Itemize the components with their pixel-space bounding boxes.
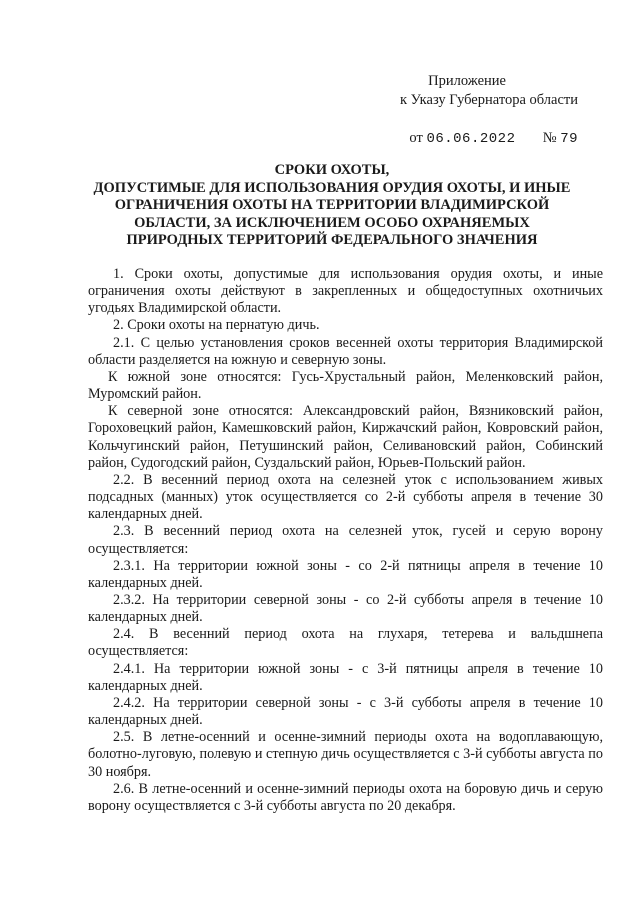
paragraph-2-4: 2.4. В весенний период охота на глухаря, тетерева и вальдшнепа осуществляется:: [88, 626, 603, 660]
paragraph-2-3-1: 2.3.1. На территории южной зоны - со 2-й пятницы апреля в течение 10 календарных дней.: [88, 557, 603, 591]
decree-date: 06.06.2022: [426, 131, 516, 147]
paragraph-2-4-2: 2.4.2. На территории северной зоны - с 3-й субботы апреля в течение 10 календарных дней.: [88, 694, 603, 729]
document-title: [72, 162, 592, 250]
paragraph-2-1: 2.1. С целью установления сроков весенней охоты территория Владимирской области разделяется на южную и северную зоны.: [88, 334, 603, 368]
appendix-label: Приложение: [428, 73, 506, 89]
paragraph-2-5: 2.5. В летне-осенний и осенне-зимний периоды охота на водоплавающую, болотно-луговую, полевую и степную дичь осуществляется с 3-й субботы августа по 30 ноября.: [88, 729, 603, 780]
title-line: СРОКИ ОХОТЫ,: [274, 162, 390, 178]
decree-number: 79: [560, 131, 578, 147]
paragraph-2-3-2: 2.3.2. На территории северной зоны - со 2-й субботы апреля в течение 10 календарных дней.: [88, 591, 603, 626]
title-line: ОГРАНИЧЕНИЯ ОХОТЫ НА ТЕРРИТОРИИ ВЛАДИМИРСКОЙ: [114, 197, 550, 214]
date-prefix: от: [409, 130, 423, 146]
paragraph-2-2: 2.2. В весенний период охота на селезней уток с использованием живых подсадных (манных) уток осуществляется со 2-й субботы апреля в течение 30 календарных дней.: [88, 471, 603, 523]
appendix-header: [358, 72, 578, 149]
paragraph-2-3: 2.3. В весенний период охота на селезней уток, гусей и серую ворону осуществляется:: [88, 523, 603, 557]
title-line: ПРИРОДНЫХ ТЕРРИТОРИЙ ФЕДЕРАЛЬНОГО ЗНАЧЕНИЯ: [126, 232, 538, 249]
paragraph-2-6: 2.6. В летне-осенний и осенне-зимний периоды охота на боровую дичь и серую ворону осуществляется с 3-й субботы августа по 20 декабря.: [88, 780, 603, 814]
paragraph-south-zone: К южной зоне относятся: Гусь-Хрустальный район, Меленковский район, Муромский район.: [88, 368, 603, 403]
paragraph-north-zone: К северной зоне относятся: Александровский район, Вязниковский район, Гороховецкий район, Камешковский район, Киржачский район, Ковровский район, Кольчугинский район, Петушинский район, Селивановский район, Собинский район, Судогодский район, Суздальский район, Юрьев-Польский район.: [88, 403, 603, 471]
decree-meta: [358, 129, 578, 149]
number-prefix: №: [542, 130, 557, 146]
title-line: ОБЛАСТИ, ЗА ИСКЛЮЧЕНИЕМ ОСОБО ОХРАНЯЕМЫХ: [134, 214, 530, 231]
paragraph-2-4-1: 2.4.1. На территории южной зоны - с 3-й пятницы апреля в течение 10 календарных дней.: [88, 660, 603, 694]
title-line: ДОПУСТИМЫЕ ДЛЯ ИСПОЛЬЗОВАНИЯ ОРУДИЯ ОХОТЫ, И ИНЫЕ: [93, 179, 571, 196]
document-body: [88, 266, 603, 815]
paragraph-1: 1. Сроки охоты, допустимые для использования орудия охоты, и иные ограничения охоты действуют в закрепленных и общедоступных охотничьих угодьях Владимирской области.: [88, 266, 603, 317]
paragraph-2: 2. Сроки охоты на пернатую дичь.: [113, 317, 320, 334]
appendix-reference: к Указу Губернатора области: [400, 92, 578, 108]
